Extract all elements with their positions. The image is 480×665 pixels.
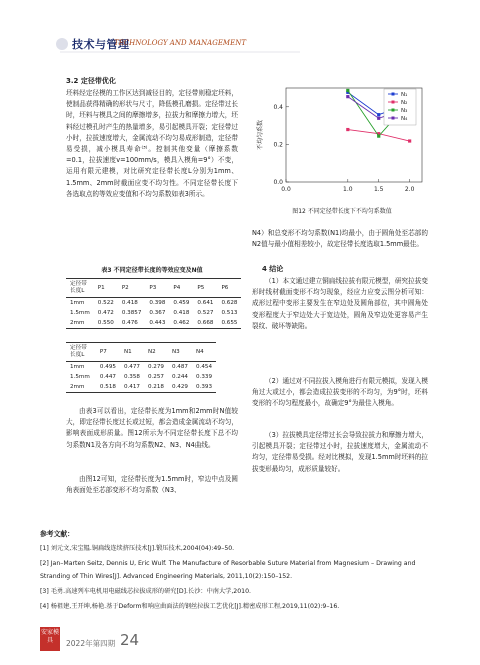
y-axis-label: 不均匀系数 — [257, 119, 264, 151]
table-cell: 0.513 — [221, 310, 238, 316]
table-cell: 0.429 — [171, 384, 188, 390]
table-cell: 0.477 — [123, 364, 140, 370]
table-cell: 1mm — [70, 364, 85, 370]
figure-12-chart — [252, 82, 432, 202]
table-cell: 0.462 — [173, 320, 190, 326]
table-cell: 0.447 — [99, 374, 116, 380]
paragraph-right-continuation: N4）和总变形不均匀系数(N1)均最小，由于圆角处至芯部的N2值与最小值相差较小，故定径带长度选取1.5mm最佳。 — [252, 229, 428, 249]
legend-marker — [392, 117, 395, 120]
table-header-cell: 定径带长度L — [70, 281, 87, 294]
table-cell: 0.459 — [173, 300, 190, 306]
table-cell: 0.628 — [221, 300, 238, 306]
table-header-cell: N3 — [171, 349, 180, 355]
data-point — [408, 139, 411, 142]
table-cell: 0.476 — [121, 320, 138, 326]
table-cell: 0.398 — [149, 300, 166, 306]
table-cell: 0.472 — [97, 310, 114, 316]
table-header-cell: P4 — [173, 285, 181, 291]
legend-label: N₂ — [401, 100, 408, 106]
data-point — [377, 117, 380, 120]
data-point — [377, 135, 380, 138]
reference-item: [4] 杨祖建,王开坤,杨艳.基于Deform和响应曲面法的钢丝拉拔工艺优化[J].精密成形工程,2019,11(02):9–16. — [40, 603, 340, 610]
conclusion-1: （1）本文通过建立铜扁线拉拔有限元模型，研究拉拔变形时线材截面变形不均匀现象，经应力应变云图分析可知：成形过程中变形主要发生在窄边处及圆角部位，其中圆角处变形程度大于窄边处大于宽边处，圆角及窄边处更容易产生裂纹、破坏等缺陷。 — [252, 277, 428, 330]
table-cell: 0.218 — [147, 384, 164, 390]
table-header-row — [66, 279, 241, 298]
legend-label: N₁ — [401, 92, 408, 98]
header-title: 技术与管理 — [72, 38, 130, 51]
table-cell: 0.393 — [195, 384, 212, 390]
paragraph-figure-analysis: 由图12可知，定径带长度为1.5mm时，窄边中点及圆角表面处至芯部变形不均匀系数（N3、 — [66, 475, 238, 495]
x-tick-label: 1.0 — [343, 186, 353, 193]
table-row — [66, 298, 241, 309]
table-header-cell: 定径带长度L — [70, 345, 87, 358]
table-cell: 0.244 — [171, 374, 188, 380]
table-cell: 0.487 — [171, 364, 188, 370]
table-header-cell: N1 — [123, 349, 132, 355]
conclusion-3: （3）拉拔模具定径带过长会导致拉拔力和摩擦力增大，引起模具开裂；定径带过小时，拉拔速度增大，金属流动不均匀，定径带易受损。经对比模拟，发现1.5mm时坯料的拉拔变形最均匀，成形质量较好。 — [252, 431, 428, 473]
strain-table-part1 — [66, 278, 241, 329]
paragraph-table-analysis: 由表3可以看出，定径带长度为1mm和2mm时N值较大，即定径带长度过长或过短，都会造成金属流动不均匀，影响表面成形质量。图12所示为不同定径带长度下总不均匀系数N1及各方向不均匀系数N2、N3、N4曲线。 — [66, 407, 238, 449]
reference-item: [3] 毛勇.高速列车电机用电磁线芯拉拔成形的研究[D].长沙：中南大学,2010. — [40, 588, 251, 595]
table-row — [66, 362, 216, 373]
table-header-cell: P2 — [121, 285, 129, 291]
table-cell: 0.367 — [149, 310, 166, 316]
table-cell: 0.257 — [147, 374, 164, 380]
table-header-cell: P1 — [97, 285, 105, 291]
table-header-cell: P3 — [149, 285, 157, 291]
references-list — [40, 542, 440, 613]
table-header-cell: N2 — [147, 349, 156, 355]
table-cell: 0.358 — [123, 374, 140, 380]
table-cell: 0.279 — [147, 364, 164, 370]
table-header-row — [66, 343, 216, 362]
table-cell: 0.522 — [97, 300, 114, 306]
header-subtitle: TECHNOLOGY AND MANAGEMENT — [114, 39, 246, 47]
table-cell: 1.5mm — [70, 310, 90, 316]
table-caption: 表3 不同定径带长度的等效应变及N值 — [101, 267, 203, 274]
table-header-cell: P5 — [197, 285, 205, 291]
x-tick-label: 0.0 — [281, 186, 291, 193]
footer-issue: 2022年第四期 — [66, 639, 116, 648]
reference-item: [1] 刘元文,宋宝韫.铜扁线连续挤压技术[J].锻压技术,2004(04):49–50. — [40, 545, 235, 552]
table-cell: 1.5mm — [70, 374, 90, 380]
legend-label: N₄ — [401, 116, 408, 122]
table-cell: 0.655 — [221, 320, 238, 326]
table-cell: 0.668 — [197, 320, 214, 326]
y-tick-label: 0.4 — [273, 103, 283, 111]
data-point — [346, 95, 349, 98]
section-title-3-2: 3.2 定径带优化 — [66, 77, 116, 85]
table-cell: 0.418 — [121, 300, 138, 306]
y-tick-label: 0.2 — [273, 141, 283, 149]
journal-badge: 安家模具 — [40, 627, 60, 651]
table-row — [66, 318, 241, 329]
paragraph-die-land-intro: 坯料经定径模的工作区达到减径目的，定径带则稳定坯料，使制品获得精确的形状与尺寸，降低模孔磨损。定径带过长时，坯料与模具之间的摩擦增多，拉拔力和摩擦力增大，坯料经过模孔时产生的热量增多，易引起模具开裂；定径带过小时，拉拔速度增大，金属流动不均匀易成形制造，定径带易受损，减小模具寿命⁽³⁾。控制其他变量（摩擦系数=0.1，拉拔速度v=100mm/s，模具入模角=9°）不变，运用有限元建模，对比研究定径带长度L分别为1mm、1.5mm、2mm时截面应变不均匀性。不同定径带长度下各选取点的等效应变值和不均匀系数如表3所示。 — [66, 89, 238, 198]
table-row — [66, 372, 216, 382]
table-cell: 0.518 — [99, 384, 116, 390]
legend-marker — [392, 101, 395, 104]
legend-marker — [392, 109, 395, 112]
table-header-cell: P6 — [221, 285, 229, 291]
data-point — [377, 113, 380, 116]
page-number: 24 — [120, 631, 140, 649]
section-title-conclusion: 4 结论 — [262, 265, 284, 273]
legend-label: N₃ — [401, 108, 408, 114]
data-point — [346, 89, 349, 92]
table-header-cell: P7 — [99, 349, 107, 355]
x-tick-label: 1.5 — [373, 186, 384, 193]
table-cell: 2mm — [70, 320, 85, 326]
table-header-cell: N4 — [195, 349, 204, 355]
table-cell: 0.417 — [123, 384, 140, 390]
table-cell: 0.641 — [197, 300, 214, 306]
table-cell: 2mm — [70, 384, 85, 390]
references-title: 参考文献： — [40, 530, 74, 538]
figure-caption: 图12 不同定径带长度下不均匀系数值 — [292, 208, 392, 215]
table-cell: 0.3857 — [121, 310, 142, 316]
table-cell: 0.550 — [97, 320, 114, 326]
table-cell: 0.454 — [195, 364, 212, 370]
y-tick-label: 0.0 — [273, 179, 283, 186]
table-cell: 0.527 — [197, 310, 214, 316]
table-row — [66, 382, 216, 393]
table-cell: 0.418 — [173, 310, 190, 316]
conclusion-2: （2）通过对不同拉拔入模角进行有限元模拟，发现入模角过大或过小，都会造成拉拔变形的不均匀，为9°时，坯料变形的不均匀程度最小，故确定9°为最佳入模角。 — [252, 377, 428, 408]
reference-item: [2] Jan–Marten Seitz, Dennis U, Eric Wulf. The Manufacture of Resorbable Suture Material from Magnesium – Drawing and Stranding of Thin Wires[J]. Advanced Engineering Materials, 2011,10(2):150–152. — [40, 560, 416, 580]
table-cell: 1mm — [70, 300, 85, 306]
table-row — [66, 308, 241, 318]
legend-marker — [392, 93, 395, 96]
data-point — [346, 128, 349, 131]
table-cell: 0.495 — [99, 364, 116, 370]
table-cell: 0.443 — [149, 320, 166, 326]
x-tick-label: 2.0 — [404, 186, 415, 193]
strain-table-part2 — [66, 342, 216, 393]
table-cell: 0.339 — [195, 374, 212, 380]
